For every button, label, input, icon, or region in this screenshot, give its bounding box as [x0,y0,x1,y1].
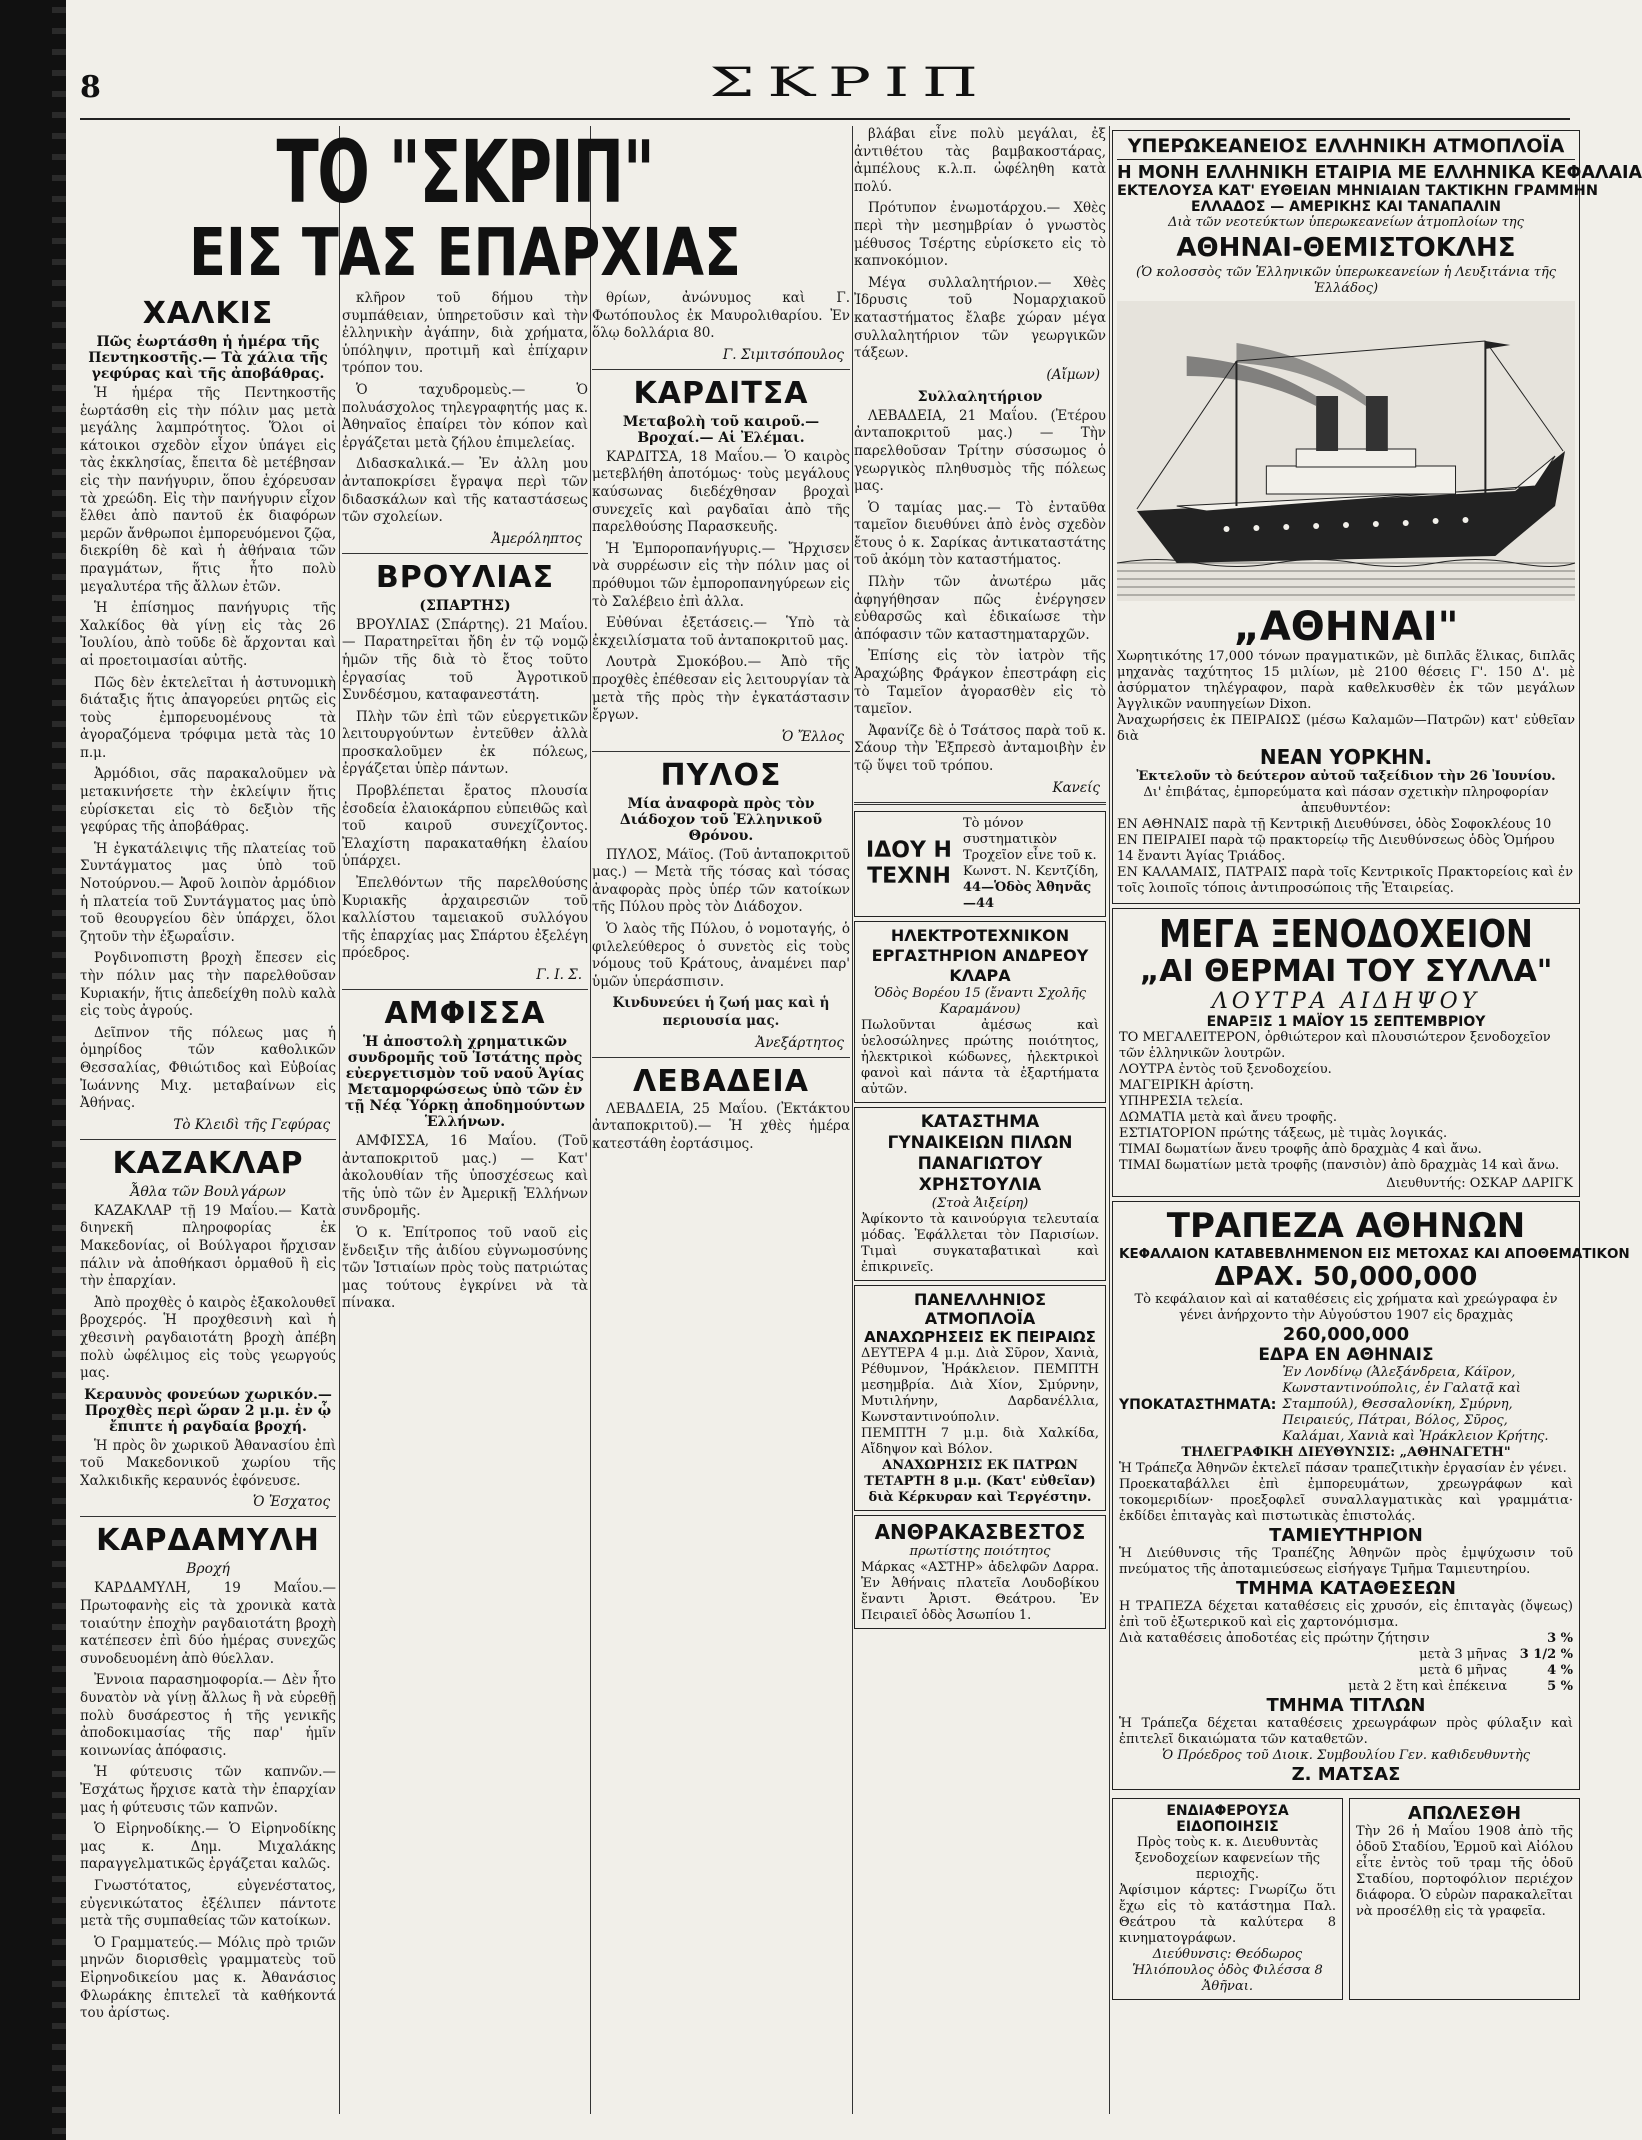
section-title-levadeia: ΛΕΒΑΔΕΙΑ [633,1063,809,1099]
column-2-paragraph: κλῆρον τοῦ δήμου τὴν συμπάθειαν, ὑπηρετοῦσιν καὶ τὴν ἐλληνικὴν ἀγάπην, διὰ χρήματα, ὑπόληψιν, προτιμῆ καὶ ἐπίχαριν τρόπον του. [342,290,588,377]
bank-rate-value: 3 % [1547,1631,1573,1646]
chalkis-paragraph: Ρογδινοπιστη βροχὴ ἔπεσεν εἰς τὴν πόλιν μας τὴν παρελθοῦσαν Κυριακήν, ἥτις ἀπεδείχθη πολὺ καλὰ εἰς τοὺς ἀγρούς. [80,950,336,1020]
amfissa-paragraph: Ὁ κ. Ἐπίτροπος τοῦ ναοῦ εἰς ἔνδειξιν τῆς ἀιδίου εὐγνωμοσύνης τῶν Ἱστιαίων πρὸς τοὺς πατριώτας μας τούτους ἐγκρίνει νὰ τὰ πίνακα. [342,1224,588,1312]
vroulias-signature: Γ. Ι. Σ. [536,967,582,983]
column-2 [342,290,588,2114]
bank-treasury-text: Ἡ Διεύθυνσις τῆς Τραπέζης Ἀθηνῶν πρὸς ἐμψύχωσιν τοῦ πνεύματος τῆς ἀποταμιεύσεως εἰσήγαγε Τμῆμα Ταμιευτηρίου. [1119,1546,1573,1577]
bank-telegraph: ΤΗΛΕΓΡΑΦΙΚΗ ΔΙΕΥΘΥΝΣΙΣ: „ΑΘΗΝΑΓΕΤΗ" [1181,1445,1511,1460]
bank-title: ΤΡΑΠΕΖΑ ΑΘΗΝΩΝ [1166,1206,1526,1246]
vroulias-paragraph: ΒΡΟΥΛΙΑΣ (Σπάρτης). 21 Μαΐου.— Παρατηρεῖται ἤδη ἐν τῷ νομῷ ἡμῶν τῆς διὰ τὸ ἔτος τοῦτο ἐργασίας τοῦ Ἀγροτικοῦ Συνδέσμου, καταφανεστάτη. [342,616,588,704]
ad-transoceanic-line6: (Ὁ κολοσσὸς τῶν Ἑλληνικῶν ὑπερωκεανείων ἡ Λευξιτάνια τῆς Ἑλλάδος) [1135,265,1557,296]
vroulias-paragraph: Προβλέπεται ἔρατος πλουσία ἐσοδεία ἐλαιοκάρπου εὐπειθῶς καὶ τοῦ καιροῦ συνεχίζοντος. Ἐλαχίστη παρακαταθήκη ἐλαίου ὑπάρχει. [342,783,588,870]
chalkis-paragraph: Δεῖπνον τῆς πόλεως μας ἡ ὁμηρίδος τῶν καθολικῶν Θεσσαλίας, Φθιώτιδος καὶ Εὐβοίας Ἰωάννης Μιχ. μεταβαίνων εἰς Ἀθήνας. [80,1024,336,1112]
column-3-signature: Γ. Σιμιτσόπουλος [722,346,844,363]
bank-rate-value: 3 1/2 % [1519,1647,1573,1662]
divider [592,1057,850,1058]
ad-ship-spec: Χωρητικότης 17,000 τόνων πραγματικῶν, μὲ διπλᾶς ἕλικας, διπλᾶς μηχανὰς ταχύτητος 15 μιλίων, μὲ 2100 θέσεις Γ'. 150 Δ'. μὲ ἀσύρματον τηλέγραφον, παρὰ καθελκυσθὲν ἐκ τῶν μεγάλων Ἀγγλικῶν ναυπηγείων Dixon. [1117,649,1575,712]
bank-titles-text: Ἡ Τράπεζα δέχεται καταθέσεις χρεωγράφων πρὸς φύλαξιν καὶ ἐπιτελεῖ δικαιώματα τῶν καταθετῶν. [1119,1716,1573,1747]
ad-transoceanic [1112,130,1642,904]
chalkis-paragraph: Πῶς δὲν ἐκτελεῖται ἡ ἀστυνομικὴ διάταξις ἥτις ἀπαγορεύει ρητῶς εἰς τοὺς ἐμπορευομένους τὰ ἀγοραζόμενα τρόφιμα μετὰ τὰς 10 π.μ. [80,674,336,761]
hotel-feature: ΤΙΜΑΙ δωματίων μετὰ τροφῆς (πανσιὸν) ἀπὸ δραχμὰς 14 καὶ ἄνω. [1119,1158,1560,1173]
bank-branches: Ἐν Λονδίνῳ (Ἀλεξάνδρεια, Κάϊρον, Κωνσταντινούπολις, ἐν Γαλατᾷ καὶ Σταμπούλ), Θεσσαλονίκη, Σμύρνη, Πειραιεύς, Πάτραι, Βόλος, Σῦρος, Καλάμαι, Χανιὰ καὶ Ἡράκλειον Κρήτης. [1282,1365,1549,1444]
column-rule [590,126,591,2114]
pylos-paragraph: Ὁ λαὸς τῆς Πύλου, ὁ νομοταγής, ὁ φιλελεύθερος ὁ συνετὸς εἰς τοὺς νόμους τοῦ Κράτους, ἀναμένει παρ' ὑμῶν ὑπεράσπισιν. [592,921,850,990]
bank-rate-term: μετὰ 2 ἔτη καὶ ἐπέκεινα [1348,1679,1507,1694]
column-4-paragraph: Ἐπίσης εἰς τὸν ἰατρὸν τῆς Ἀραχώβης Φράγκον ἐπεστράφη εἰς τὸ Ταμεῖον ἀγορασθὲν εἰς τὸ ταμεῖον. [854,648,1106,718]
ad-technical-address: 44—Ὁδὸς Ἀθηνᾶς—44 [963,879,1092,911]
pylos-deck: Μία ἀναφορὰ πρὸς τὸν Διάδοχον τοῦ Ἑλληνικοῦ Θρόνου. [619,795,823,844]
ad-hats-title: ΚΑΤΑΣΤΗΜΑ ΓΥΝΑΙΚΕΙΩΝ ΠΙΛΩΝ ΠΑΝΑΓΙΩΤΟΥ ΧΡΗΣΤΟΥΛΙΑ [887,1111,1073,1195]
masthead-title: ΣΚΡΙΠ [709,60,991,106]
ad-hotel-season: ΕΝΑΡΞΙΣ 1 ΜΑΪΟΥ 15 ΣΕΠΤΕΜΒΡΙΟΥ [1206,1014,1486,1030]
ad-hotel-name: „ΑΙ ΘΕΡΜΑΙ ΤΟΥ ΣΥΛΛΑ" [1139,954,1553,989]
karditsa-paragraph: Ἡ Ἐμποροπανήγυρις.— Ἤρχισεν νὰ συρρέωσιν εἰς τὴν πόλιν μας οἱ πρόθυμοι τῶν ἐμποροπανηγύρεων εἰς τὸ Σαλέβειο ἐπὶ ἀλλα. [592,540,850,610]
bank-text: Ἡ Τράπεζα Ἀθηνῶν ἐκτελεῖ πάσαν τραπεζιτικὴν ἐργασίαν ἐν γένει. [1119,1461,1567,1476]
ad-lime-subtitle: πρωτίστης ποιότητος [909,1543,1051,1559]
bank-rate-row [1119,1663,1573,1679]
column-3 [592,290,850,2114]
ad-hotel-director: Διευθυντής: ΟΣΚΑΡ ΔΑΡΙΓΚ [1386,1176,1573,1191]
kazaklar-signature: Ὁ Ἐσχατος [252,1494,330,1511]
chalkis-signature: Τὸ Κλειδὶ τῆς Γεφύρας [173,1116,330,1133]
section-title-chalkis: ΧΑΛΚΙΣ [142,296,274,331]
ad-transoceanic-line1: ΥΠΕΡΩΚΕΑΝΕΙΟΣ ΕΛΛΗΝΙΚΗ ΑΤΜΟΠΛΟΪΑ [1117,135,1575,160]
ad-hotel [1112,908,1580,1197]
ad-hotel-features [1119,1030,1573,1174]
bank-text: Προεκαταβάλλει ἐπὶ ἐμπορευμάτων, χρεωγράφων καὶ τοκομεριδίων· προεξοφλεῖ συναλλαγματικὰς καὶ γραμμάτια· ἐκδίδει ἐπιταγὰς καὶ πιστωτικὰς ἐπιστολάς. [1119,1477,1573,1524]
ad-technical-body: Τὸ μόνον συστηματικὸν Τροχεῖον εἶνε τοῦ κ. Κωνστ. Ν. Κεντζίδη, [963,815,1099,879]
ad-steamship-text: ΑΝΑΧΩΡΗΣΙΣ ΕΚ ΠΑΤΡΩΝ ΤΕΤΑΡΤΗ 8 μ.μ. (Κατ' εὐθεῖαν) διὰ Κέρκυραν καὶ Τεργέστην. [864,1457,1096,1505]
karditsa-paragraph: Λουτρὰ Σμοκόβου.— Ἀπὸ τῆς προχθὲς ἐπέθεσαν εἰς λειτουργίαν τὰ μετὰ τῆς πρὸς τὴν ἐγκατάστασιν ἔργων. [592,654,850,724]
headline-secondary: ΕΙΣ ΤΑΣ ΕΠΑΡΧΙΑΣ [188,214,742,291]
ad-lost [1349,1798,1580,2000]
bank-capital: ΔΡΑΧ. 50,000,000 [1214,1262,1478,1292]
bank-capital-label: ΚΕΦΑΛΑΙΟΝ ΚΑΤΑΒΕΒΛΗΜΕΝΟΝ ΕΙΣ ΜΕΤΟΧΑΣ ΚΑΙ ΑΠΟΘΕΜΑΤΙΚΟΝ [1119,1246,1630,1262]
hotel-feature: ΤΟ ΜΕΓΑΛΕΙΤΕΡΟΝ, ὀρθιώτερον καὶ πλουσιώτερον ξενοδοχεῖον τῶν ἑλληνικῶν λουτρῶν. [1119,1030,1551,1061]
column-4-paragraph: Πρότυπον ἐνωμοτάρχου.— Χθὲς περὶ τὴν μεσημβρίαν ὁ γνωστὸς μέθυσος Τσέρτης εὑρίσκετο εἰς τὸ καπνοκόμιον. [854,200,1106,270]
divider [592,751,850,752]
section-title-kazaklar: ΚΑΖΑΚΛΑΡ [112,1145,304,1181]
chalkis-paragraph: Ἡ ἐγκατάλειψις τῆς πλατείας τοῦ Συντάγματος μας ὑπὸ τοῦ Νοτούρνου.— Ἀφοῦ λοιπὸν ἀρμόδιον ἡ πλατεία τοῦ Συντάγματος μας ὑπὸ τοῦ θεουργείου δὲν ὑπάρχει, ὅλοι ζητοῦν τὴν ἐξωραΐσιν. [80,840,336,945]
ad-steamship-title: ΠΑΝΕΛΛΗΝΙΟΣ ΑΤΜΟΠΛΟΪΑ [913,1289,1047,1328]
amfissa-paragraph: ΑΜΦΙΣΣΑ, 16 Μαΐου. (Τοῦ ἀνταποκριτοῦ μας.) — Κατ' ἀκολουθίαν τῆς ὑποσχέσεως καὶ τῆς ὑπὸ τῶν ἐν Ἀμερικῇ Ἑλλήνων συνδρομῆς. [342,1133,588,1220]
bank-seat: ΕΔΡΑ ΕΝ ΑΘΗΝΑΙΣ [1258,1345,1434,1365]
section-title-amfissa: ΑΜΦΙΣΣΑ [384,996,546,1031]
karditsa-signature: Ὁ Ἔλλος [781,728,844,745]
column-4-paragraph: βλάβαι εἶνε πολὺ μεγάλαι, ἐξ ἀντιθέτου τὰς βαμβακοστάρας, ἀμπέλους κ.λ.π. ὠφέληθη κατὰ πολύ. [854,126,1106,195]
divider [854,802,1106,805]
ad-ship-name: „ΑΘΗΝΑΙ" [1233,604,1459,650]
bank-titles-title: ΤΜΗΜΑ ΤΙΤΛΩΝ [1266,1695,1426,1716]
vroulias-paragraph: Ἐπελθόντων τῆς παρελθούσης Κυριακῆς ἀρχαιρεσιῶν τοῦ καλλίστου ταμειακοῦ συλλόγου τῆς ἐπαρχίας μας Σπάρτου ἐξελέγη πρόεδρος. [342,875,588,962]
section-title-karditsa: ΚΑΡΔΙΤΣΑ [633,375,809,411]
ad-steamship-subtitle: ΑΝΑΧΩΡΗΣΕΙΣ ΕΚ ΠΕΙΡΑΙΩΣ [864,1327,1096,1346]
column-5-advertisements [1112,126,1642,2114]
kardamyli-paragraph: ΚΑΡΔΑΜΥΛΗ, 19 Μαΐου.— Πρωτοφανὴς εἰς τὰ χρονικὰ κατὰ τοιαύτην ἐποχὴν ραγδαιοτάτη βροχὴ κατέπεσεν ἐπὶ δύο ἡμέρας συνεχῶς συνοδευομένη ἀπὸ θύελλαν. [80,1580,336,1667]
chalkis-paragraph: Ἀρμόδιοι, σᾶς παρακαλοῦμεν νὰ μετακινήσετε τὴν ἐκλείψιν ἥτις εὑρίσκεται εἰς τὸ δεξιὸν τῆς γεφύρας τῆς ἀποβάθρας. [80,766,336,836]
bank-treasury-title: ΤΑΜΙΕΥΤΗΡΙΟΝ [1269,1525,1423,1546]
column-4-paragraph: Μέγα συλλαλητήριον.— Χθὲς Ἰδρυσις τοῦ Νομαρχιακοῦ καταστήματος ἔλαβε χώραν μέγα συλλαλητήριον τῶν γεωργικῶν τάξεων. [854,274,1106,362]
vroulias-subtitle: (ΣΠΑΡΤΗΣ) [419,597,511,614]
hotel-feature: ΕΣΤΙΑΤΟΡΙΟΝ πρώτης τάξεως, μὲ τιμὰς λογικάς. [1119,1126,1448,1141]
page-number: 8 [80,70,101,105]
ad-ship-contact: Δι' ἐπιβάτας, ἐμπορεύματα καὶ πάσαν σχετικὴν πληροφορίαν ἀπευθυντέον: [1143,785,1549,816]
ad-ship-destination: ΝΕΑΝ ΥΟΡΚΗΝ. [1259,745,1433,769]
ad-ship-piraeus: ΕΝ ΠΕΙΡΑΙΕΙ παρὰ τῷ πρακτορείῳ τῆς Διευθύνσεως ὁδὸς Ὁμήρου 14 ἔναντι Ἁγίας Τριάδος. [1117,833,1555,864]
lost-title: ΑΠΩΛΕΣΘΗ [1407,1803,1522,1824]
ad-transoceanic-ships: ΑΘΗΝΑΙ-ΘΕΜΙΣΤΟΚΛΗΣ [1176,233,1516,263]
column-2-signature: Ἀμερόληπτος [491,530,582,547]
bank-rates-list [1119,1647,1573,1695]
chalkis-paragraph: Ἡ ἐπίσημος πανήγυρις τῆς Χαλκίδος θὰ γίνῃ εἰς τὰς 26 Ἰουλίου, ἀπὸ τοῦδε δὲ ἄρχονται καὶ αἱ προετοιμασίαι αὐτῆς. [80,600,336,669]
bank-rate-term: μετὰ 6 μῆνας [1419,1663,1507,1678]
amfissa-deck: Ἡ ἀποστολὴ χρηματικῶν συνδρομῆς τοῦ Ἱστάτης πρὸς εὐεργετισμὸν τοῦ ναοῦ Ἁγίας Μεταμορφώσεως ὑπὸ τῶν ἐν τῇ Νέᾳ Ὑόρκῃ ἀποδημούντων Ἑλλήνων. [345,1034,585,1130]
kazaklar-paragraph: ΚΑΖΑΚΛΑΡ τῇ 19 Μαΐου.— Κατὰ διηνεκῆ πληροφορίας ἐκ Μακεδονίας, οἱ Βούλγαροι ἤρχισαν πάλιν νὰ ἀποθήκασι ὁρμαθοῦ ἢ εἰς τὴν ἐπαρχίαν. [80,1202,336,1290]
ad-hotel-title: ΜΕΓΑ ΞΕΝΟΔΟΧΕΙΟΝ [1159,912,1533,956]
notice-signature: Διεύθυνσις: Θεόδωρος Ἡλιόπουλος ὁδὸς Φιλέσσα 8 Ἀθῆναι. [1132,1947,1323,1994]
kazaklar-paragraph: Ἀπὸ προχθὲς ὁ καιρὸς ἐξακολουθεῖ βροχερός. Ἡ προχθεσινὴ καὶ ἡ χθεσινὴ ραγδαιοτάτη βροχὴ ἀπέβη πολὺ ὠφέλιμος εἰς τοὺς γεωργούς μας. [80,1294,336,1382]
divider [342,989,588,990]
column-1 [80,290,336,2114]
scan-black-margin [0,0,62,2140]
column-4-paragraph: ΛΕΒΑΔΕΙΑ, 21 Μαΐου. (Ἐτέρου ἀνταποκριτοῦ μας.) — Τὴν παρελθοῦσαν Τρίτην σύσσωμος ὁ γεωργικὸς πληθυσμὸς τῆς πόλεως μας. [854,407,1106,495]
syllalitirion-title: Συλλαλητήριον [917,388,1043,405]
masthead-rule [80,118,1570,120]
column-4-paragraph: Ἀφανίζε δὲ ὁ Τσάτσος παρὰ τοῦ κ. Σάουρ τὴν Ἐξπρεσὸ ἀνταμοιβὴν ἐν τῷ ὕψει τοῦ τρόπου. [854,722,1106,774]
kazaklar-paragraph: Ἡ πρὸς ὃν χωρικοῦ Ἀθανασίου ἐπὶ τοῦ Μακεδονικοῦ χωρίου τῆς Χαλκιδικῆς κεραυνός ἐφόνευσε. [80,1437,336,1489]
kardamyli-paragraph: Ὁ Γραμματεύς.— Μόλις πρὸ τριῶν μηνῶν διορισθεὶς γραμματεὺς τοῦ Εἰρηνοδικείου μας κ. Ἀθανάσιος Φλωράκης ἐπιτελεῖ τὰ καθήκοντά του ἀρίστως. [80,1934,336,2022]
bank-president-label: Ὁ Πρόεδρος τοῦ Διοικ. Συμβουλίου Γεν. καθιδευθυντὴς [1161,1748,1531,1763]
ad-transoceanic-line4: ΕΛΛΑΔΟΣ — ΑΜΕΡΙΚΗΣ ΚΑΙ ΤΑΝΑΠΑΛΙΝ [1191,199,1501,215]
column-4-paragraph: Ὁ ταμίας μας.— Τὸ ἐνταῦθα ταμεῖον διευθύνει ἀπὸ ἑνὸς σχεδὸν ἔτους ὁ κ. Σαρίκας ἀντικαταστάτης τοῦ ἀκόμη τὸν καταστήματος. [854,499,1106,569]
ad-ship-voyage: Ἐκτελοῦν τὸ δεύτερον αὐτοῦ ταξείδιον τὴν 26 Ἰουνίου. [1136,769,1556,784]
column-4-paragraph: Πλὴν τῶν ἀνωτέρω μᾶς ἀφηγήθησαν πῶς ἐνέργησεν εὐθαρσῶς καὶ ἐδικαίωσε τὴν ἀπόφασιν τῶν καταστηματαρχῶν. [854,574,1106,643]
ad-technical [854,811,1106,917]
kardamyli-deck: Βροχή [186,1561,230,1578]
steamship-illustration [1117,301,1575,601]
ad-klaras-text: Πωλοῦνται ἀμέσως καὶ ὑελοσώληνες πρώτης ποιότητος, ἠλεκτρικοὶ κώδωνες, ἠλεκτρικοὶ φανοὶ καὶ πάντα τὰ ἐξαρτήματα αὐτῶν. [861,1017,1099,1097]
bank-branches-label: ΥΠΟΚΑΤΑΣΤΗΜΑΤΑ: [1119,1397,1277,1413]
column-4-signature: Κανείς [1052,779,1100,796]
ad-hotel-location: ΛΟΥΤΡΑ ΑΙΔΗΨΟΥ [1211,989,1481,1014]
bank-deposits-amount: 260,000,000 [1282,1324,1410,1345]
bank-rate-term: μετὰ 3 μῆνας [1419,1647,1507,1662]
hotel-feature: ΔΩΜΑΤΙΑ μετὰ καὶ ἄνευ τροφῆς. [1119,1110,1338,1125]
hotel-feature: ΜΑΓΕΙΡΙΚΗ ἀρίστη. [1119,1078,1254,1093]
karditsa-deck: Μεταβολὴ τοῦ καιροῦ.— Βροχαί.— Αἱ Ἐλέμαι. [622,413,820,446]
ad-klaras [854,921,1106,1103]
column-4 [854,126,1106,2114]
kazaklar-deck-2: Κεραυνὸς φονεύων χωρικόν.— Προχθὲς περὶ ὥραν 2 μ.μ. ἐν ᾧ ἔπιπτε ἡ ραγδαία βροχή. [84,1386,332,1435]
ad-lime [854,1515,1106,1629]
section-title-kardamyli: ΚΑΡΔΑΜΥΛΗ [96,1523,320,1559]
ad-steamship [854,1285,1106,1511]
pylos-paragraph: ΠΥΛΟΣ, Μάϊος. (Τοῦ ἀνταποκριτοῦ μας.) — Μετὰ τῆς τόσας καὶ τόσας ἀναφορὰς πρὸς ὑπέρ τῶν κατοίκων τῆς Πύλου πρὸς τὸν Διάδοχον. [592,846,850,916]
divider [592,369,850,370]
ad-ship-departures: Ἀναχωρήσεις ἐκ ΠΕΙΡΑΙΩΣ (μέσω Καλαμῶν—Πατρῶν) κατ' εὐθεῖαν διὰ [1117,713,1575,744]
karditsa-paragraph: ΚΑΡΔΙΤΣΑ, 18 Μαΐου.— Ὁ καιρὸς μετεβλήθη ἀποτόμως· τοὺς μεγάλους καύσωνας διεδέχθησαν βροχαὶ συνεχεῖς καὶ ραγδαῖαι ἀπὸ τῆς παρελθούσης Παρασκευῆς. [592,448,850,536]
bank-rate-row [1119,1647,1573,1663]
karditsa-paragraph: Εὐθύναι ἐξετάσεις.— Ὑπὸ τὰ ἐκχειλίσματα τοῦ ἀνταποκριτοῦ μας. [592,615,850,649]
chalkis-deck: Πῶς ἑωρτάσθη ἡ ἡμέρα τῆς Πεντηκοστῆς.— Τὰ χάλια τῆς γεφύρας καὶ τῆς ἀποβάθρας. [88,334,328,382]
column-2-paragraph: Ὁ ταχυδρομεὺς.— Ὁ πολυάσχολος τηλεγραφητής μας κ. Ἀθηναῖος ἐπαίρει τὸν κόπον καὶ ἐργάζεται μετὰ ζήλου ἐπιμελείας. [342,381,588,451]
hotel-feature: ΛΟΥΤΡΑ ἐντὸς τοῦ ξενοδοχείου. [1119,1062,1332,1077]
ad-transoceanic-line3: ΕΚΤΕΛΟΥΣΑ ΚΑΤ' ΕΥΘΕΙΑΝ ΜΗΝΙΑΙΑΝ ΤΑΚΤΙΚΗΝ ΓΡΑΜΜΗΝ [1117,183,1598,199]
hotel-feature: ΤΙΜΑΙ δωματίων ἄνευ τροφῆς ἀπὸ δραχμὰς 4 καὶ ἄνω. [1119,1142,1482,1157]
kardamyli-paragraph: Γνωστότατος, εὐγενέστατος, εὐγενικώτατος ἐξέλιπεν πάντοτε μετὰ τῆς συμπαθείας τῶν κατοίκων. [80,1877,336,1930]
pylos-signature: Ἀνεξάρτητος [755,1034,844,1051]
notice-text: Πρὸς τοὺς κ. κ. Διευθυντὰς ξενοδοχείων καφενείων τῆς περιοχῆς. [1135,1835,1320,1882]
bank-deposits-note: Τὸ κεφάλαιον καὶ αἱ καταθέσεις εἰς χρήματα καὶ χρεώγραφα ἐν γένει ἀνήρχοντο τὴν Αὐγούστου 1907 εἰς δραχμὰς [1134,1292,1558,1323]
ad-technical-text [963,816,1099,912]
notice-text: Ἀφίσιμον κάρτες: Γνωρίζω ὅτι ἔχω εἰς τὸ κατάστημα Παλ. Θεάτρου τὰ καλύτερα 8 κινηματογράφων. [1119,1883,1336,1946]
column-rule [1109,126,1110,2114]
column-2-paragraph: Διδασκαλικά.— Ἐν ἀλλη μου ἀνταποκρίσει ἔγραψα περὶ τῶν διδασκάλων καὶ τῆς καταστάσεως τῶν σχολείων. [342,456,588,526]
kardamyli-paragraph: Ὁ Εἰρηνοδίκης.— Ὁ Εἰρηνοδίκης μας κ. Δημ. Μιχαλάκης παραγγελματικῶς ἐργάζεται καλῶς. [80,1821,336,1873]
ad-bank [1112,1201,1630,1790]
column-rule [852,126,853,2114]
section-title-vroulias: ΒΡΟΥΛΙΑΣ [375,559,555,595]
hotel-feature: ΥΠΗΡΕΣΙΑ τελεία. [1119,1094,1244,1109]
ad-klaras-address: Ὁδὸς Βορέου 15 (ἔναντι Σχολῆς Καραμάνου) [873,985,1087,1017]
ad-klaras-title: ΗΛΕΚΤΡΟΤΕΧΝΙΚΟΝ ΕΡΓΑΣΤΗΡΙΟΝ ΑΝΔΡΕΟΥ ΚΛΑΡΑ [871,925,1089,985]
torn-edge [52,0,66,2140]
bank-deposits-text: Η ΤΡΑΠΕΖΑ δέχεται καταθέσεις εἰς χρυσόν, εἰς ἐπιταγὰς (ὄψεως) ἐπὶ τοῦ ἐξωτερικοῦ καὶ εἰς χαρτονόμισμα. [1119,1599,1573,1630]
bank-rate-row [1119,1631,1573,1647]
kardamyli-paragraph: Ἐννοια παρασημοφορία.— Δὲν ἦτο δυνατὸν νὰ γίνῃ ἄλλως ἢ νὰ εὑρεθῇ πολὺ δυσάρεστος ἡ τῆς γενικῆς ἀποδοκιμασίας τῆς παρ' ἡμῖν κοινωνίας ἀπόφασις. [80,1672,336,1759]
chalkis-paragraph: Ἡ ἡμέρα τῆς Πεντηκοστῆς ἑωρτάσθη εἰς τὴν πόλιν μας μετὰ μεγάλης λαμπρότητος. Ὅλοι οἱ κάτοικοι σχεδὸν εἶχον ὑπάγει εἰς τὰς ἐκκλησίας, ἔπειτα δὲ μετέβησαν εἰς τὴν πανήγυριν, ὅπου ἐχόρευσαν τὰ χρεώδη. Εἰς τὴν πανήγυριν εἶχον ἔλθει ἀπὸ παντοῦ ἐκ διαφόρων μερῶν ἄνθρωποι ἐμπορευόμενοι ζῷα, διεκρίθη δὲ καὶ ἡ ἀθήναια τῶν πραγμάτων, ἥτις ἦτο πολὺ μεγαλυτέρα τῆς ἄλλων ἐτῶν. [80,385,336,595]
notice-title: ΕΝΔΙΑΦΕΡΟΥΣΑ ΕΙΔΟΠΟΙΗΣΙΣ [1166,1803,1289,1835]
column-rule [339,126,340,2114]
ad-hats-address: (Στοὰ Ἀιξείρη) [931,1195,1029,1211]
ship-icon [1117,301,1575,601]
column-4-signature: (Αἴμων) [1046,366,1100,383]
ad-steamship-text: ΔΕΥΤΕΡΑ 4 μ.μ. Διὰ Σῦρον, Χανιὰ, Ρέθυμνον, Ἡράκλειον. ΠΕΜΠΤΗ μεσημβρία. Διὰ Χίον, Σμύρνην, Μυτιλήνην, Δαρδανέλλια, Κωνσταντινούπολιν. [861,1345,1099,1425]
column-3-paragraph: θρίων, ἀνώνυμος καὶ Γ. Φωτόπουλος ἐκ Μαυρολιθαρίου. Ἐν ὅλῳ δολλάρια 80. [592,290,850,342]
lost-text: Τὴν 26 ἡ Μαΐου 1908 ἀπὸ τῆς ὁδοῦ Σταδίου, Ἑρμοῦ καὶ Αἰόλου εἶτε ἐντὸς τοῦ τραμ τῆς ὁδοῦ Σταδίου, πορτοφόλιον περιέχον διάφορα. Ὁ εὑρὼν παρακαλεῖται νὰ προσέλθῃ εἰς τὰ γραφεῖα. [1356,1824,1573,1919]
bank-branches-row [1119,1365,1573,1445]
bank-deposits-title: ΤΜΗΜΑ ΚΑΤΑΘΕΣΕΩΝ [1235,1578,1456,1599]
bottom-ads-row [1112,1794,1580,2004]
bank-president-name: Ζ. ΜΑΤΣΑΣ [1291,1764,1401,1785]
bank-rate-label: Διὰ καταθέσεις ἀποδοτέας εἰς πρώτην ζήτησιν [1119,1631,1430,1646]
ad-hats [854,1107,1106,1281]
divider [80,1139,336,1140]
ad-lime-text: Μάρκας «ΑΣΤΗΡ» ἀδελφῶν Δαρρα. Ἐν Ἀθήναις πλατεῖα Λουδοβίκου ἔναντι Ἀριστ. Θεάτρου. Ἐν Πειραιεῖ ὁδὸς Ἀσωπίου 1. [861,1559,1099,1623]
ad-transoceanic-line5: Διὰ τῶν νεοτεύκτων ὑπερωκεανείων ἀτμοπλοίων της [1168,215,1524,230]
headline-primary: ΤΟ "ΣΚΡΙΠ" [276,123,654,223]
ad-hats-text: Ἀφίκοντο τὰ καινούργια τελευταία μόδας. Ἐφάλλεται τὸν Παρισίων. Τιμαὶ συγκαταβατικαὶ καὶ ἐπικρινεῖς. [861,1211,1099,1275]
main-headline-block [82,123,848,291]
ad-ship-patras: ΕΝ ΚΑΛΑΜΑΙΣ, ΠΑΤΡΑΙΣ παρὰ τοῖς Κεντρικοῖς Πρακτορείοις καὶ ἐν τοῖς λοιποῖς τόποις ἀντιπροσώποις τῆς Ἑταιρείας. [1117,865,1574,896]
ad-notice [1112,1798,1343,2000]
ad-lime-title: ΑΝΘΡΑΚΑΣΒΕΣΤΟΣ [874,1519,1086,1544]
ad-technical-title: ΙΔΟΥ Η ΤΕΧΝΗ [866,837,952,889]
ad-ship-athens: ΕΝ ΑΘΗΝΑΙΣ παρὰ τῇ Κεντρικῇ Διευθύνσει, ὁδὸς Σοφοκλέους 10 [1117,817,1552,832]
levadeia-paragraph: ΛΕΒΑΔΕΙΑ, 25 Μαΐου. (Ἐκτάκτου ἀνταποκριτοῦ).— Ἡ χθὲς ἡμέρα κατεστάθη ἐορτάσιμος. [592,1100,850,1152]
kazaklar-deck: Ἆθλα τῶν Βουλγάρων [130,1183,286,1200]
ad-transoceanic-line2: Η ΜΟΝΗ ΕΛΛΗΝΙΚΗ ΕΤΑΙΡΙΑ ΜΕ ΕΛΛΗΝΙΚΑ ΚΕΦΑΛΑΙΑ [1117,163,1642,183]
section-title-pylos: ΠΥΛΟΣ [660,757,782,793]
vroulias-paragraph: Πλὴν τῶν ἐπὶ τῶν εὐεργετικῶν λειτουργούντων ἐντεῦθεν ἀλλὰ προσκαλοῦμεν ἐκ πόλεως, ἐργάζεται ὑπὲρ πάντων. [342,708,588,778]
kardamyli-paragraph: Ἡ φύτευσις τῶν καπνῶν.— Ἐσχάτως ἤρχισε κατὰ τὴν ἐπαρχίαν μας ἡ φύτευσις τῶν καπνῶν. [80,1764,336,1816]
divider [80,1516,336,1517]
ad-steamship-text: ΠΕΜΠΤΗ 7 μ.μ. διὰ Χαλκίδα, Αἴδηψον καὶ Βόλον. [861,1425,1099,1457]
bank-rate-value: 5 % [1547,1679,1573,1694]
bank-rate-value: 4 % [1547,1663,1573,1678]
pylos-emphasis: Κινδυνεύει ἡ ζωή μας καὶ ἡ περιουσία μας. [612,995,830,1030]
bank-rate-row [1119,1679,1573,1695]
divider [342,553,588,554]
